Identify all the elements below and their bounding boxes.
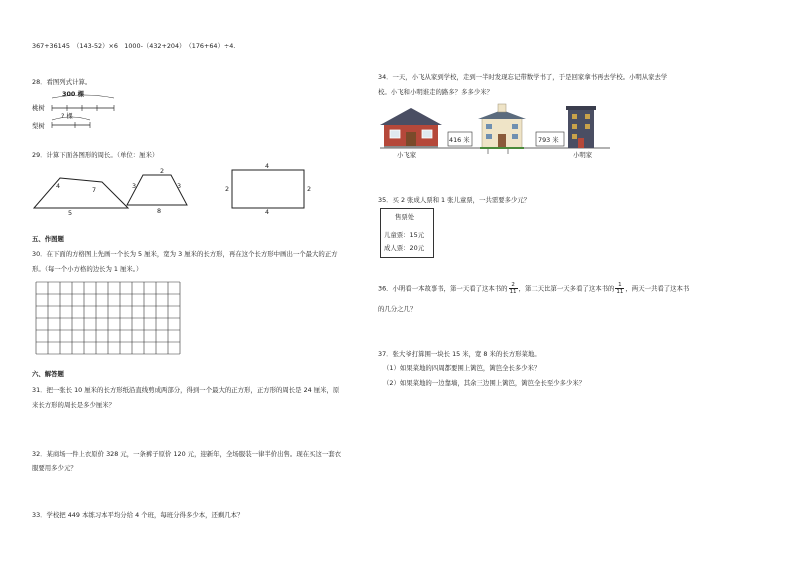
q29-shape1-label-a: 4 (56, 182, 61, 190)
q29-rectangle (230, 166, 310, 216)
q29-shape2-top: 2 (160, 167, 165, 175)
q28-total-label: 300 棵 (62, 90, 84, 98)
q29-shape3-right: 2 (307, 185, 312, 193)
section-6-heading: 六、解答题 (32, 370, 64, 378)
question-31-line2: 来长方形的周长是多少厘米？ (32, 401, 116, 409)
q36-fraction-2: $\frac{1}{11}$ (616, 282, 624, 295)
school-icon (478, 104, 526, 148)
question-30-line2: 形。（每一个小方格的边长为 1 厘米。） (32, 265, 143, 273)
q29-shape3-bottom: 4 (265, 208, 270, 216)
question-34-line2: 校。小飞和小明谁走的路多？多多少米？ (378, 88, 494, 96)
q29-shape3-top: 4 (265, 162, 270, 170)
question-35: 35．买 2 张成人票和 1 张儿童票，一共需要多少元？ (378, 196, 531, 204)
q28-unknown-label: ? 棵 (61, 112, 73, 120)
ticket-price-board (380, 208, 434, 258)
question-34-line1: 34．一天，小飞从家到学校，走到一半时发现忘记带数学书了，于是回家拿书再去学校。小明从家去学 (378, 73, 668, 81)
q28-bar-diagram (30, 94, 130, 134)
q28-row-pear: 梨树 (32, 122, 45, 130)
q29-shape1-label-c: 5 (68, 209, 73, 217)
ticket-board-title: 售票处 (395, 213, 415, 221)
question-28: 28．看图列式计算。 (32, 78, 92, 86)
question-29: 29．计算下面各图形的周长。（单位：厘米） (32, 151, 159, 159)
q34-home-xiaoming: 小明家 (573, 151, 593, 159)
expression-line: 367+36145 （143-52）×6 1000-（432+204） （176+64）÷4. (32, 42, 236, 50)
q29-parallelogram (32, 168, 122, 218)
question-37-part1: （1）如果菜地的四周都要围上篱笆，篱笆全长多少米？ (383, 364, 541, 372)
q36-text-b: ，第二天比第一天多看了这本书的 (518, 284, 615, 293)
q36-text-a: 36．小明看一本故事书，第一天看了这本书的 (378, 284, 508, 293)
q29-shape1-label-b: 7 (92, 186, 97, 194)
q30-grid (36, 282, 186, 372)
question-32-line2: 服要用多少元？ (32, 464, 77, 472)
question-32-line1: 32．某商场一件上衣原价 328 元，一条裤子原价 120 元，迎新年，全场服装一律半价出售。现在买这一套衣 (32, 450, 342, 458)
q28-row-peach: 桃树 (32, 104, 45, 112)
question-31-line1: 31．把一张长 10 厘米的长方形纸沿直线剪成两部分，得到一个最大的正方形，正方形的周长是 24 厘米，原 (32, 386, 340, 394)
question-36-line2: 的几分之几？ (378, 305, 417, 313)
question-36-line1 (378, 282, 689, 295)
q34-home-xiaofei: 小飞家 (397, 151, 417, 159)
question-37: 37．张大爷打算围一块长 15 米，宽 8 米的长方形菜地。 (378, 350, 541, 358)
q36-fraction-1: $\frac{2}{11}$ (509, 282, 517, 295)
q29-shape2-left: 3 (132, 182, 137, 190)
q34-distance-2: 793 米 (538, 136, 559, 144)
question-30-line1: 30．在下面的方格图上先画一个长为 5 厘米，宽为 3 厘米的长方形，再在这个长方形中画出一个最大的正方 (32, 250, 338, 258)
q29-shape2-right: 3 (177, 182, 182, 190)
q29-shape2-bottom: 8 (157, 207, 162, 215)
xiaofei-house-icon (380, 108, 442, 148)
question-37-part2: （2）如果菜地的一边靠墙，其余三边围上篱笆，篱笆全长至少多少米？ (383, 379, 586, 387)
ticket-child-price: 儿童票：15元 (384, 231, 425, 239)
ticket-adult-price: 成人票：20元 (384, 244, 425, 252)
q36-text-c: ，两天一共看了这本书 (625, 284, 690, 293)
q29-shape3-left: 2 (225, 185, 230, 193)
xiaoming-building-icon (566, 106, 596, 148)
q34-distance-1: 416 米 (449, 136, 470, 144)
section-5-heading: 五、作图题 (32, 235, 64, 243)
question-33: 33．学校把 449 本练习本平均分给 4 个班，每班分得多少本，还剩几本？ (32, 511, 244, 519)
